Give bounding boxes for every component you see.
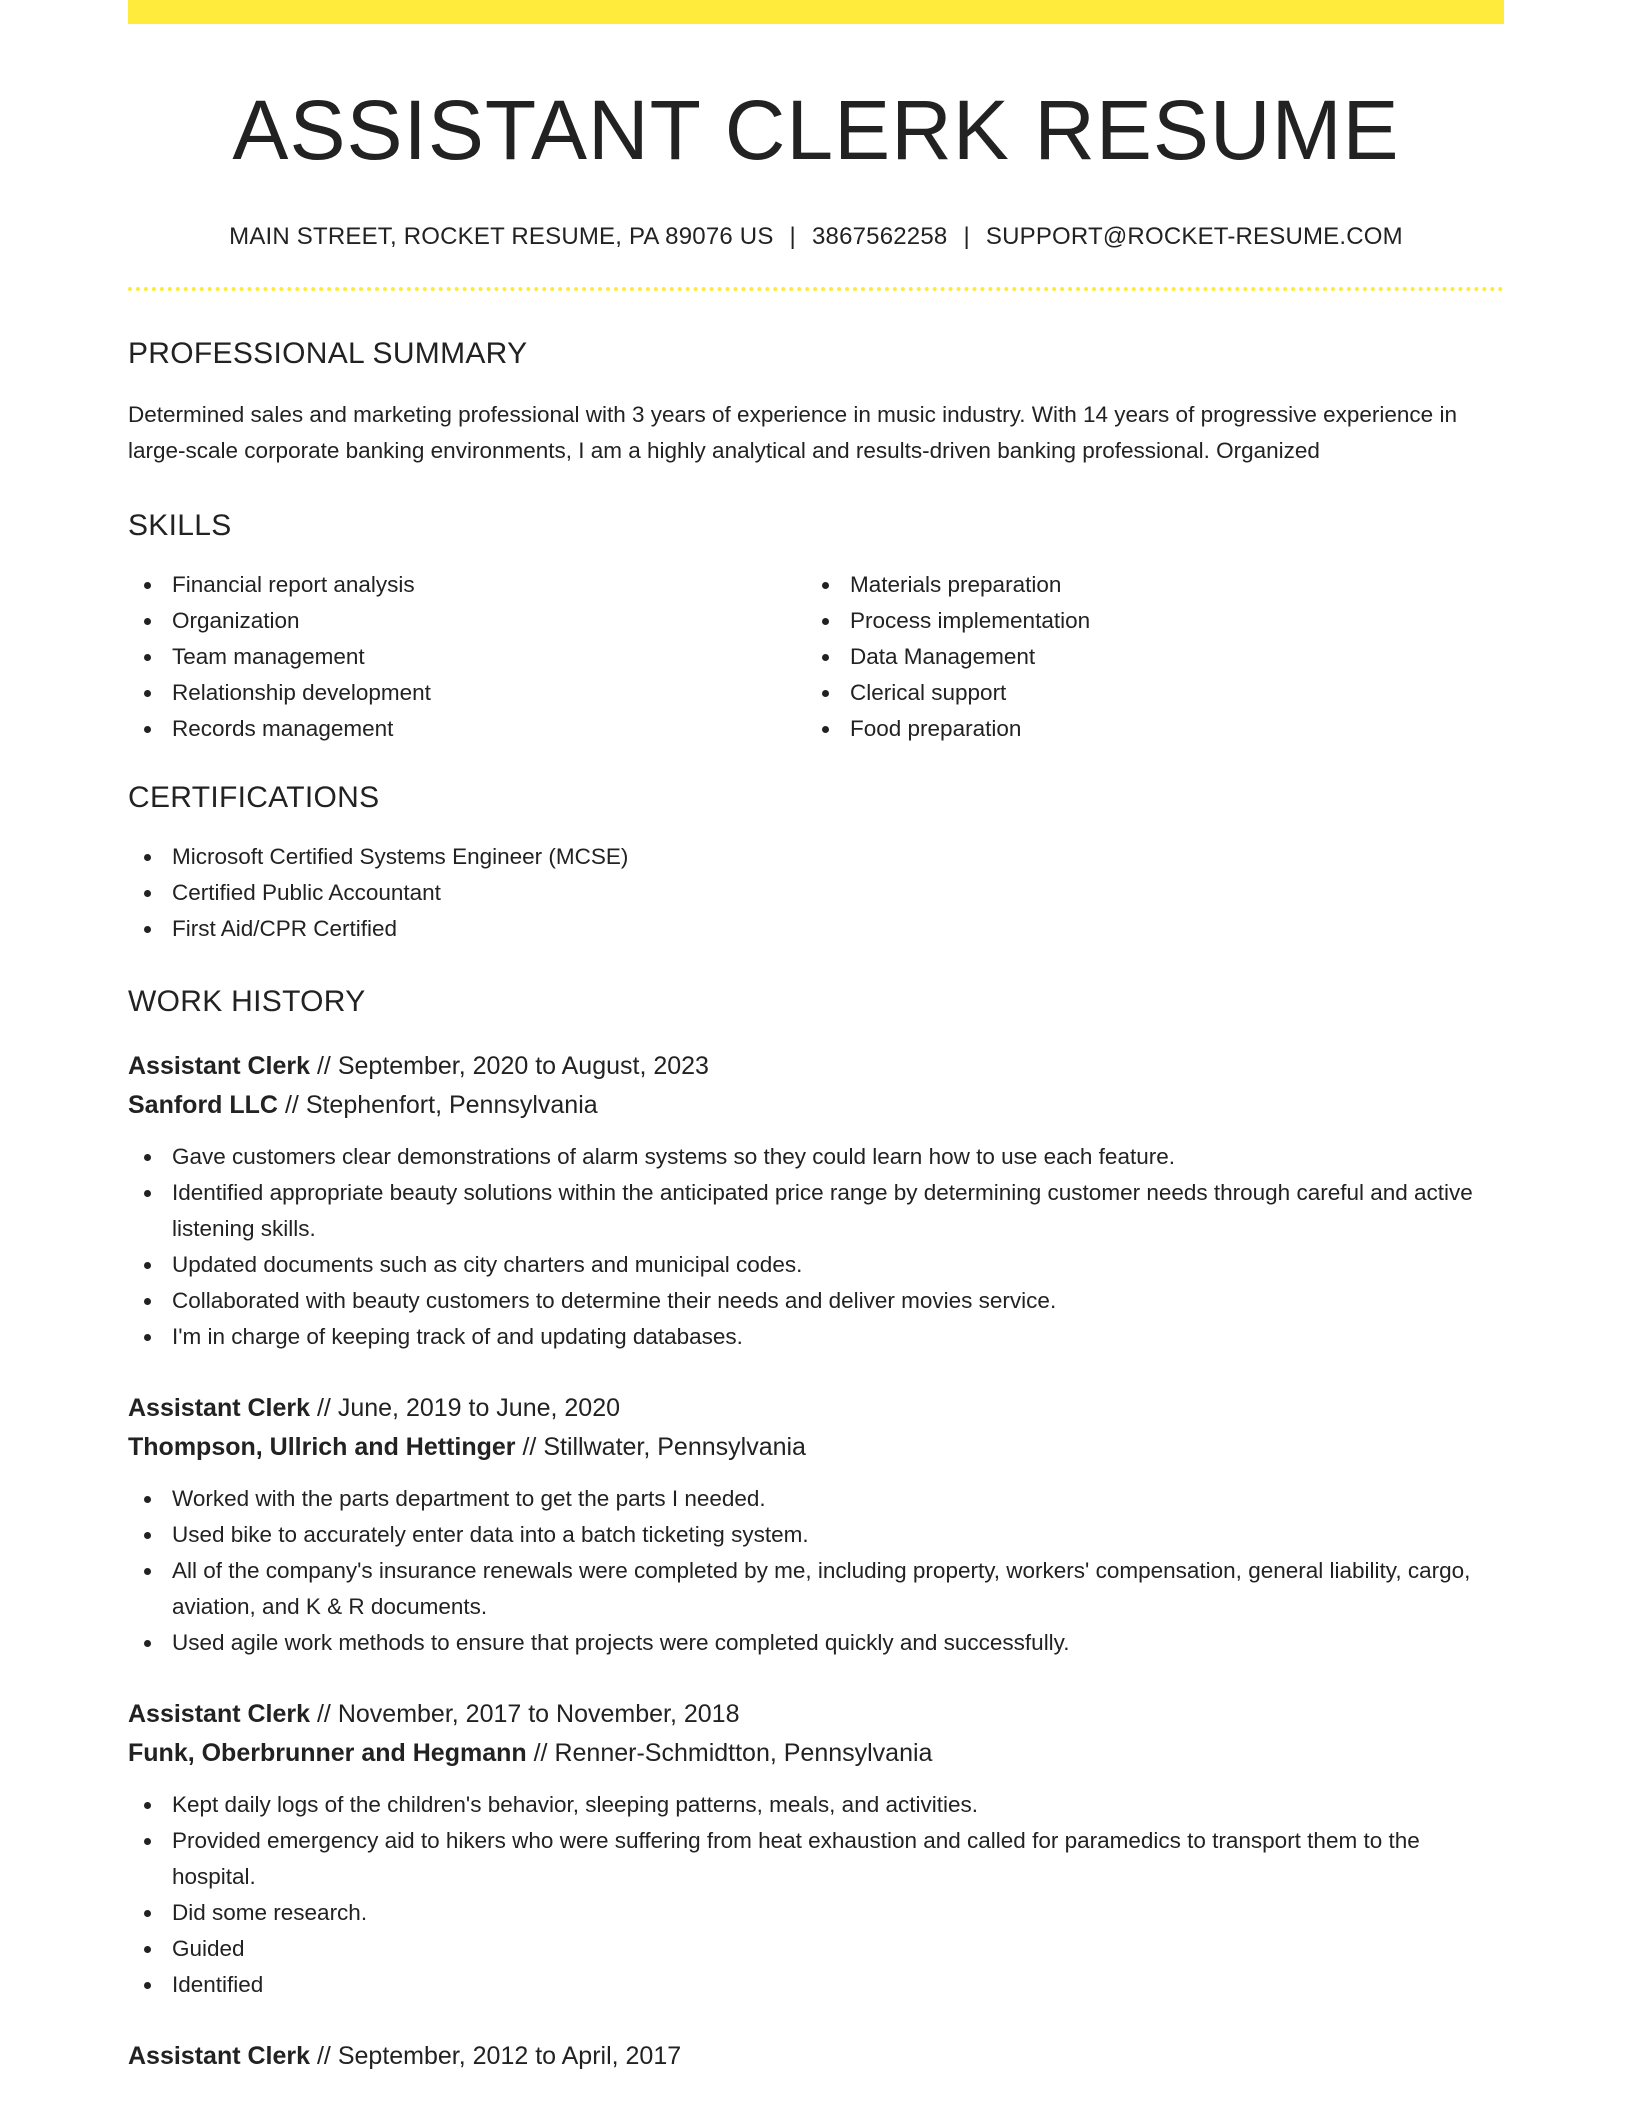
- skill-item: Financial report analysis: [128, 567, 806, 603]
- job-bullets: [128, 1139, 1504, 1355]
- job-role: Assistant Clerk: [128, 1051, 311, 1080]
- job-bullet: Guided: [128, 1931, 1504, 1967]
- job-entry: [128, 1695, 1504, 2003]
- certification-item: Certified Public Accountant: [128, 875, 1504, 911]
- job-role-line: [128, 1389, 1504, 1428]
- skills-heading: SKILLS: [128, 508, 232, 542]
- job-company: Thompson, Ullrich and Hettinger: [128, 1432, 516, 1461]
- job-dates: June, 2019 to June, 2020: [337, 1393, 621, 1422]
- job-company: Funk, Oberbrunner and Hegmann: [128, 1738, 527, 1767]
- job-role-line: [128, 2037, 1504, 2076]
- job-bullet: Kept daily logs of the children's behavior, sleeping patterns, meals, and activities.: [128, 1787, 1504, 1823]
- resume-title: ASSISTANT CLERK RESUME: [232, 83, 1400, 177]
- skill-item: Process implementation: [806, 603, 1484, 639]
- certifications-list: [128, 839, 1504, 947]
- job-company-line: [128, 1734, 1504, 1773]
- job-bullet: Used bike to accurately enter data into a batch ticketing system.: [128, 1517, 1504, 1553]
- job-divider: //: [284, 1090, 299, 1119]
- summary-heading: PROFESSIONAL SUMMARY: [128, 336, 528, 370]
- skills-list-right: [806, 567, 1484, 747]
- job-dates: November, 2017 to November, 2018: [337, 1699, 740, 1728]
- job-bullet: Identified: [128, 1967, 1504, 2003]
- job-role-line: [128, 1047, 1504, 1086]
- job-bullets: [128, 1787, 1504, 2003]
- job-bullet: Used agile work methods to ensure that projects were completed quickly and successfully.: [128, 1625, 1504, 1661]
- job-divider: //: [533, 1738, 548, 1767]
- job-location: Renner-Schmidtton, Pennsylvania: [554, 1738, 933, 1767]
- job-divider: //: [316, 2041, 331, 2070]
- resume-page: [128, 0, 1504, 2076]
- contact-info: [128, 223, 1504, 251]
- contact-separator: |: [789, 222, 796, 250]
- job-dates: September, 2012 to April, 2017: [337, 2041, 682, 2070]
- job-bullet: I'm in charge of keeping track of and updating databases.: [128, 1319, 1504, 1355]
- job-divider: //: [316, 1393, 331, 1422]
- job-company: Sanford LLC: [128, 1090, 278, 1119]
- certifications-heading: CERTIFICATIONS: [128, 780, 380, 814]
- job-divider: //: [522, 1432, 537, 1461]
- job-dates: September, 2020 to August, 2023: [337, 1051, 709, 1080]
- contact-email[interactable]: SUPPORT@ROCKET-RESUME.COM: [985, 222, 1403, 250]
- skill-item: Data Management: [806, 639, 1484, 675]
- job-bullet: Did some research.: [128, 1895, 1504, 1931]
- job-location: Stephenfort, Pennsylvania: [305, 1090, 598, 1119]
- work-history-heading: WORK HISTORY: [128, 984, 366, 1018]
- job-entry: [128, 2037, 1504, 2076]
- job-bullet: Worked with the parts department to get the parts I needed.: [128, 1481, 1504, 1517]
- job-bullets: [128, 1481, 1504, 1661]
- contact-separator: |: [963, 222, 970, 250]
- accent-bar: [128, 0, 1504, 24]
- job-entry: [128, 1389, 1504, 1661]
- skill-item: Materials preparation: [806, 567, 1484, 603]
- job-bullet: All of the company's insurance renewals were completed by me, including property, workers' compensation, general liability, cargo, aviation, and K & R documents.: [128, 1553, 1504, 1625]
- contact-phone: 3867562258: [811, 222, 948, 250]
- job-entry: [128, 1047, 1504, 1355]
- job-divider: //: [316, 1051, 331, 1080]
- contact-address: MAIN STREET, ROCKET RESUME, PA 89076 US: [229, 222, 774, 250]
- skill-item: Team management: [128, 639, 806, 675]
- skill-item: Organization: [128, 603, 806, 639]
- job-bullet: Collaborated with beauty customers to determine their needs and deliver movies service.: [128, 1283, 1504, 1319]
- dotted-divider: [128, 287, 1504, 291]
- job-role-line: [128, 1695, 1504, 1734]
- job-company-line: [128, 1086, 1504, 1125]
- skill-item: Clerical support: [806, 675, 1484, 711]
- skill-item: Food preparation: [806, 711, 1484, 747]
- skill-item: Records management: [128, 711, 806, 747]
- job-role: Assistant Clerk: [128, 1393, 311, 1422]
- job-bullet: Provided emergency aid to hikers who were suffering from heat exhaustion and called for paramedics to transport them to the hospital.: [128, 1823, 1504, 1895]
- job-bullet: Updated documents such as city charters and municipal codes.: [128, 1247, 1504, 1283]
- certification-item: First Aid/CPR Certified: [128, 911, 1504, 947]
- summary-text: Determined sales and marketing professional with 3 years of experience in music industry. With 14 years of progressive experience in large-scale corporate banking environments, I am a highly analytical and results-driven banking professional. Organized: [128, 401, 1457, 463]
- skill-item: Relationship development: [128, 675, 806, 711]
- job-role: Assistant Clerk: [128, 1699, 311, 1728]
- skills-list-left: [128, 567, 806, 747]
- job-location: Stillwater, Pennsylvania: [543, 1432, 806, 1461]
- job-bullet: Gave customers clear demonstrations of alarm systems so they could learn how to use each feature.: [128, 1139, 1504, 1175]
- skills-columns: [128, 567, 1504, 747]
- job-divider: //: [316, 1699, 331, 1728]
- job-role: Assistant Clerk: [128, 2041, 311, 2070]
- job-company-line: [128, 1428, 1504, 1467]
- certification-item: Microsoft Certified Systems Engineer (MCSE): [128, 839, 1504, 875]
- job-bullet: Identified appropriate beauty solutions within the anticipated price range by determining customer needs through careful and active listening skills.: [128, 1175, 1504, 1247]
